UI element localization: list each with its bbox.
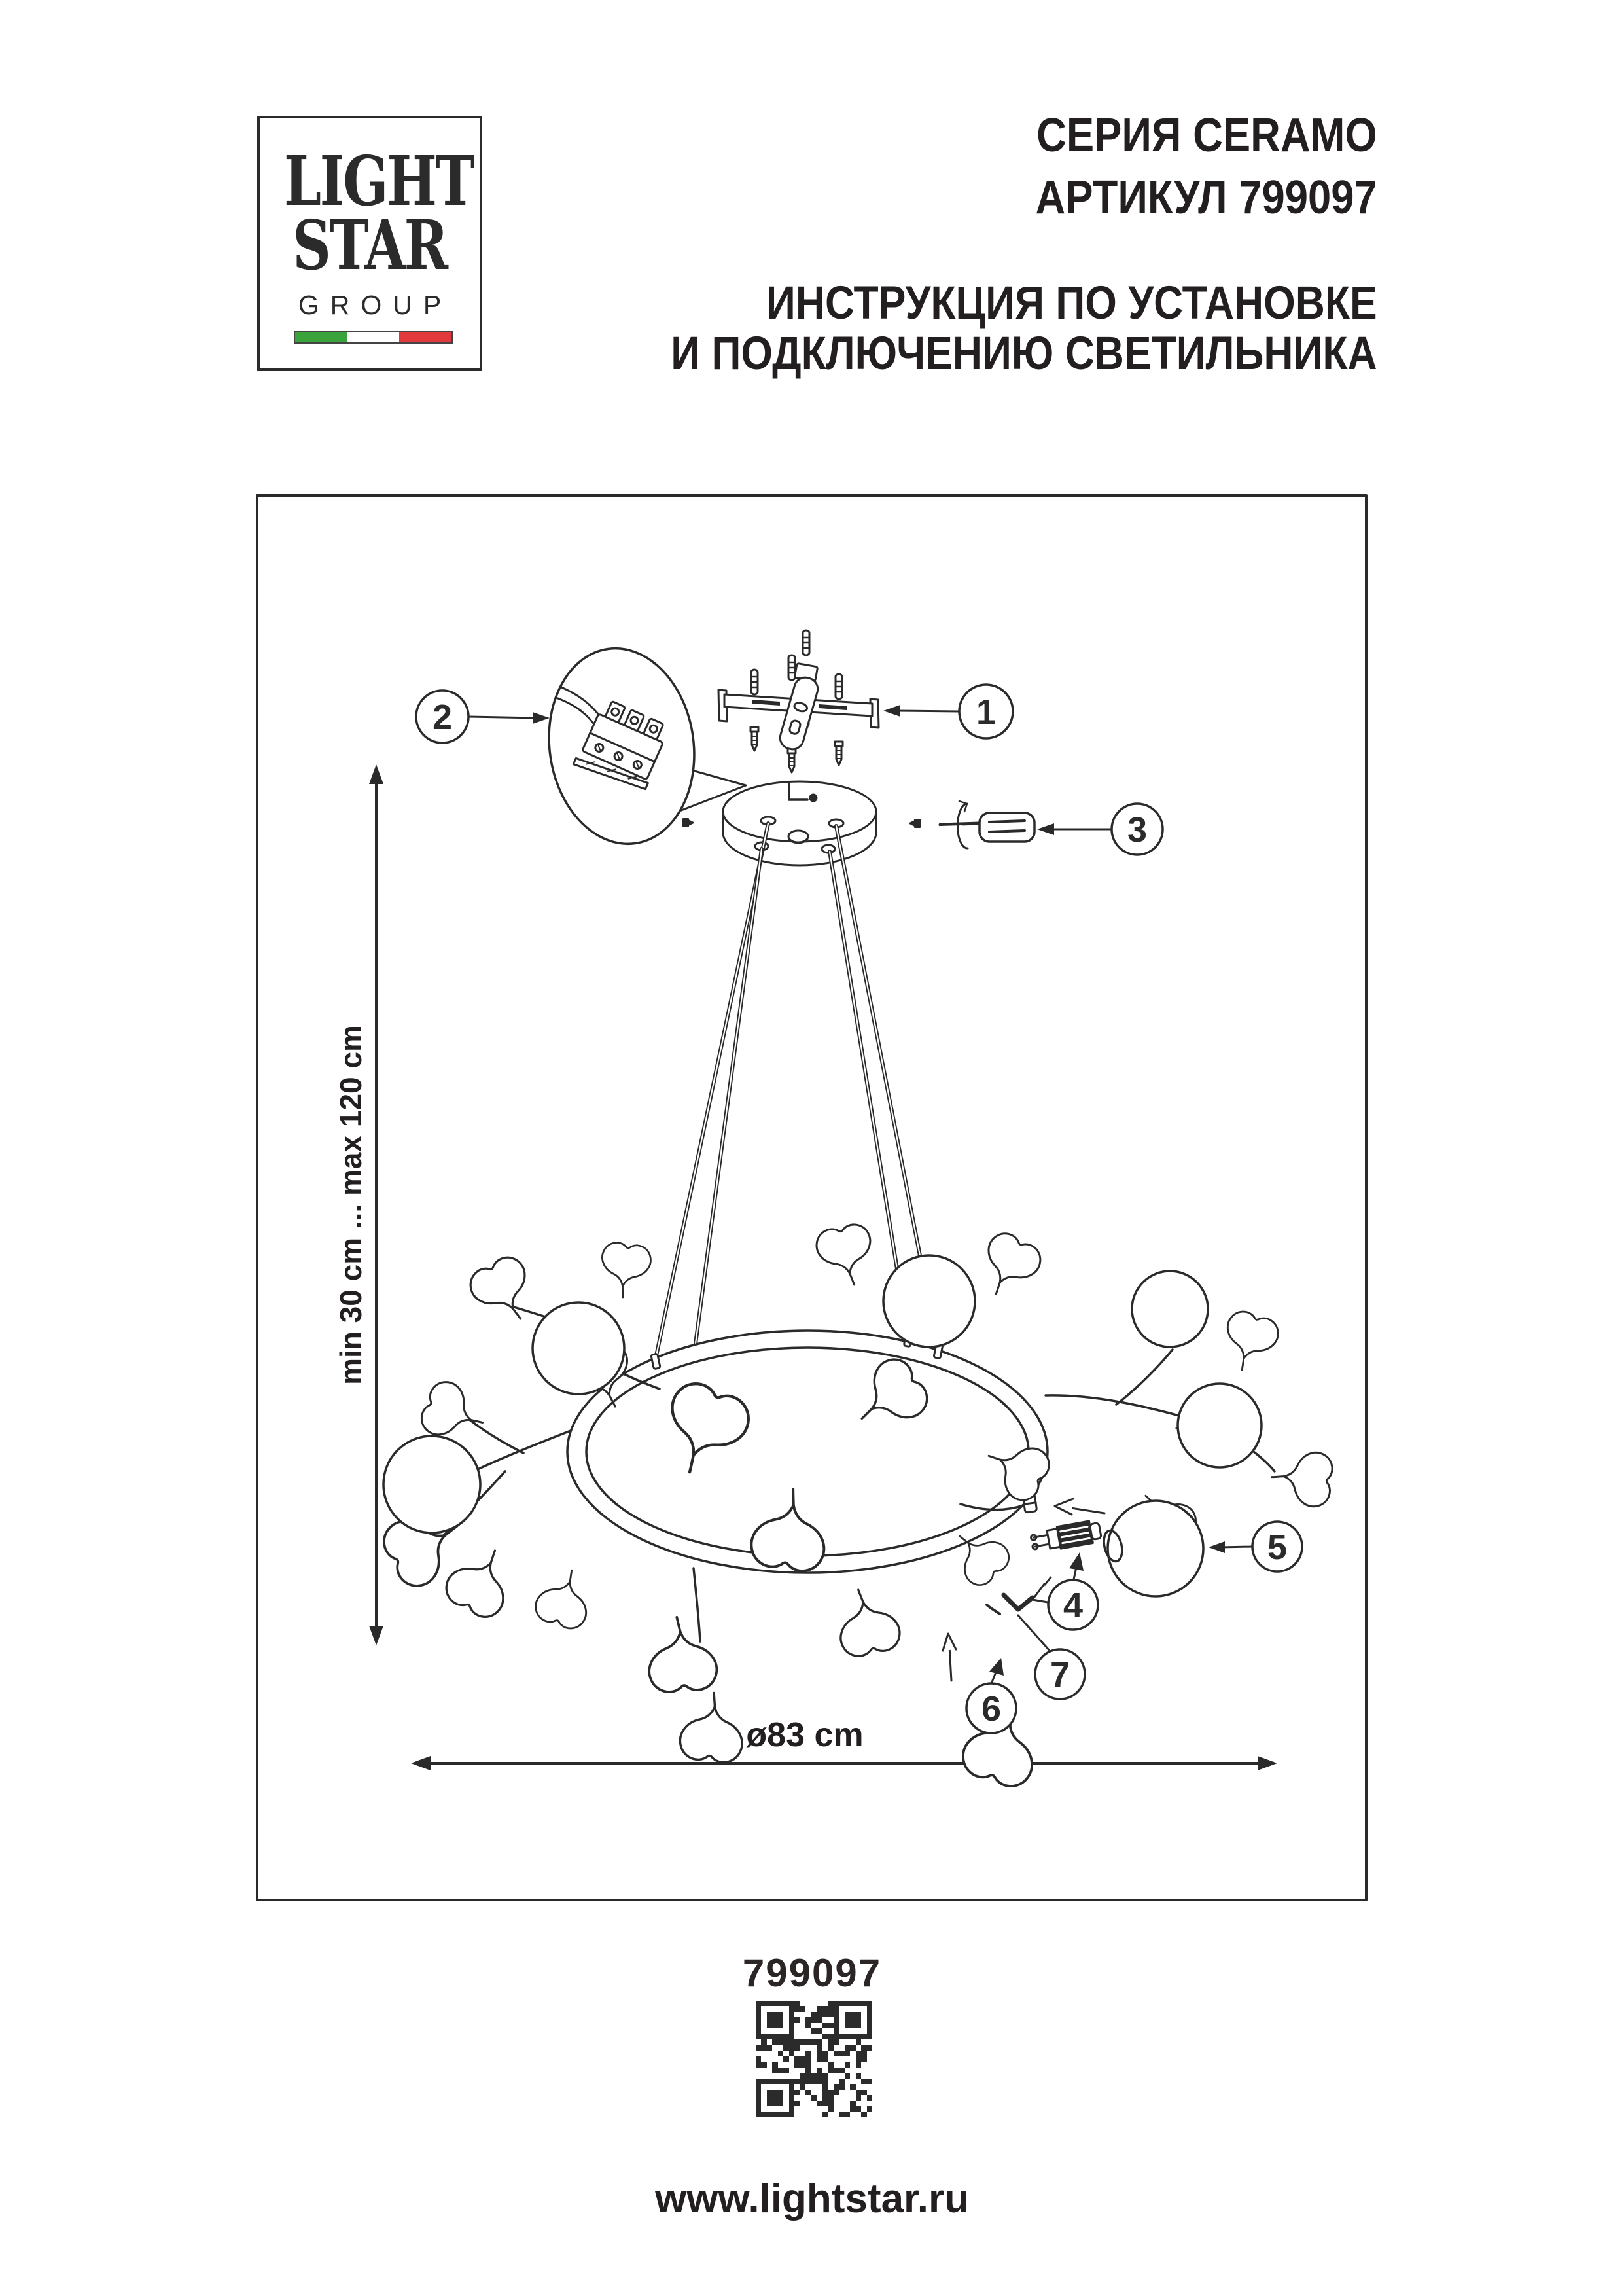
height-dimension: [334, 764, 383, 1645]
globe: [1132, 1271, 1208, 1347]
ginkgo-leaf: [1216, 1308, 1282, 1377]
screwdriver-drawing: [940, 801, 1034, 848]
hex-key-drawing: [987, 1595, 1033, 1614]
footer-article-number: 799097: [742, 1951, 882, 1995]
exploded-globe: [1101, 1501, 1203, 1596]
diameter-dimension-label: ø83 cm: [746, 1716, 864, 1754]
globe: [533, 1302, 624, 1394]
ginkgo-leaf: [970, 1228, 1046, 1306]
callout-4-number: 4: [1063, 1586, 1084, 1625]
ginkgo-leaf: [532, 1563, 598, 1632]
instruction-line-2: И ПОДКЛЮЧЕНИЮ СВЕТИЛЬНИКА: [671, 328, 1377, 380]
leaf-insert-arrow: [943, 1634, 956, 1681]
ginkgo-leaf: [465, 1251, 544, 1333]
logo-light: LIGHT: [283, 141, 474, 221]
website-url: www.lightstar.ru: [655, 2176, 969, 2221]
canopy-drawing: [723, 781, 876, 865]
qr-code: [756, 2001, 872, 2117]
mounting-bracket-drawing: [718, 663, 879, 751]
callout-6: [966, 1658, 1016, 1733]
callout-3-number: 3: [1127, 810, 1148, 850]
g9-bulb-drawing: [1030, 1520, 1102, 1554]
terminal-detail-balloon: [537, 639, 746, 853]
bulb-insert-arrow: [1055, 1499, 1104, 1515]
callout-1: [883, 685, 1013, 738]
globe: [883, 1255, 975, 1347]
article-title: АРТИКУЛ 799097: [1035, 171, 1377, 224]
callout-2: [416, 691, 550, 743]
logo-group: GROUP: [298, 290, 453, 320]
ginkgo-leaf: [832, 1583, 903, 1659]
callout-6-number: 6: [981, 1689, 1002, 1729]
ginkgo-leaf: [679, 1690, 747, 1764]
series-title: СЕРИЯ CERAMO: [1036, 109, 1377, 162]
globe: [383, 1436, 480, 1533]
callout-5-number: 5: [1267, 1528, 1288, 1567]
ginkgo-leaf: [813, 1221, 879, 1291]
callout-5: [1209, 1522, 1302, 1571]
ginkgo-leaf: [1269, 1448, 1334, 1509]
callout-2-number: 2: [432, 698, 453, 737]
globe: [1178, 1384, 1262, 1467]
diameter-dimension: [411, 1716, 1277, 1770]
height-dimension-label: min 30 cm ... max 120 cm: [334, 1025, 368, 1385]
instruction-line-1: ИНСТРУКЦИЯ ПО УСТАНОВКЕ: [766, 278, 1377, 329]
callout-4: [1048, 1552, 1098, 1630]
callout-7-number: 7: [1050, 1655, 1070, 1695]
ginkgo-leaf: [646, 1615, 718, 1693]
callout-1-number: 1: [976, 692, 997, 732]
logo-star: STAR: [292, 205, 447, 285]
ginkgo-leaf: [440, 1537, 523, 1623]
callout-3: [1037, 804, 1163, 855]
ginkgo-leaf: [597, 1241, 652, 1300]
